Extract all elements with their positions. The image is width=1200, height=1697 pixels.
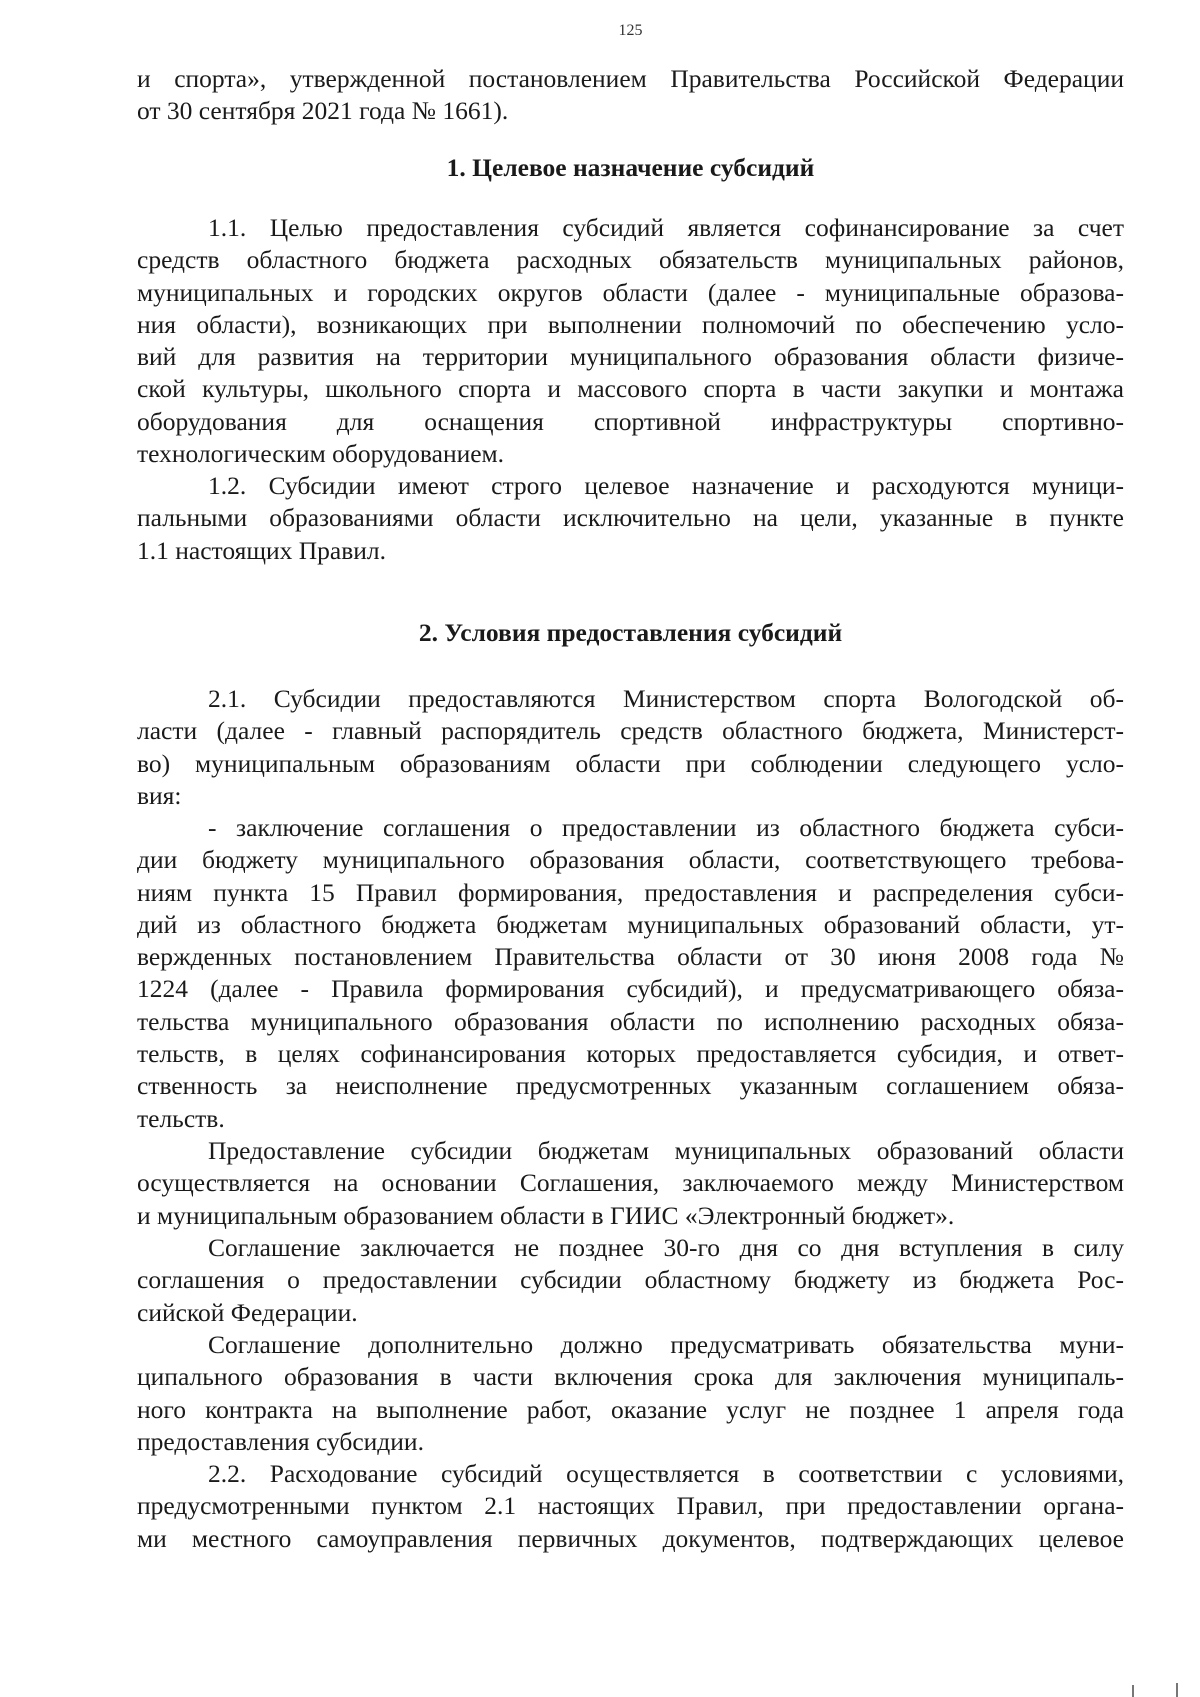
text-line: оборудования для оснащения спортивной инфраструктуры спортивно-	[137, 406, 1124, 436]
text-line: ми местного самоуправления первичных документов, подтверждающих целевое	[137, 1523, 1124, 1553]
text-line: 2.2. Расходование субсидий осуществляется в соответствии с условиями,	[208, 1459, 1124, 1488]
text-line: вия:	[137, 780, 182, 810]
paragraph-1-2	[137, 470, 1124, 567]
text-line: 1.1. Целью предоставления субсидий является софинансирование за счет	[208, 213, 1124, 242]
text-line: ственность за неисполнение предусмотренных указанным соглашением обяза-	[137, 1071, 1124, 1101]
text-line: предусмотренными пунктом 2.1 настоящих Правил, при предоставлении органа-	[137, 1491, 1124, 1521]
text-line: тельства муниципального образования области по исполнению расходных обяза-	[137, 1006, 1124, 1036]
text-line: пальными образованиями области исключительно на цели, указанные в пункте	[137, 503, 1124, 533]
condition-list-item	[137, 812, 1124, 1135]
paragraph-2-1	[137, 683, 1124, 812]
text-line: ласти (далее - главный распорядитель средств областного бюджета, Министерст-	[137, 716, 1124, 746]
text-line: Соглашение заключается не позднее 30-го дня со дня вступления в силу	[208, 1233, 1124, 1262]
text-line: 1224 (далее - Правила формирования субсидий), и предусматривающего обяза-	[137, 974, 1124, 1004]
paragraph-1-1	[137, 212, 1124, 470]
scan-artifact	[1132, 1685, 1134, 1697]
text-line: вержденных постановлением Правительства области от 30 июня 2008 года №	[137, 942, 1124, 972]
scan-artifact	[1176, 1683, 1178, 1697]
text-line: осуществляется на основании Соглашения, заключаемого между Министерством	[137, 1168, 1124, 1198]
text-line: - заключение соглашения о предоставлении из областного бюджета субси-	[208, 813, 1124, 842]
paragraph-deadline	[137, 1232, 1124, 1329]
continuation-paragraph	[137, 63, 1124, 128]
text-line: Соглашение дополнительно должно предусматривать обязательства муни-	[208, 1330, 1124, 1359]
text-line: 1.2. Субсидии имеют строго целевое назначение и расходуются муници-	[208, 471, 1124, 500]
text-line: во) муниципальным образованиям области при соблюдении следующего усло-	[137, 748, 1124, 778]
text-line: ципального образования в части включения срока для заключения муниципаль-	[137, 1362, 1124, 1392]
text-line: 2.1. Субсидии предоставляются Министерством спорта Вологодской об-	[208, 684, 1124, 713]
text-line: и муниципальным образованием области в ГИИС «Электронный бюджет».	[137, 1200, 955, 1230]
text-line: тельств, в целях софинансирования которых предоставляется субсидия, и ответ-	[137, 1039, 1124, 1069]
text-line: тельств.	[137, 1103, 225, 1133]
text-line: вий для развития на территории муниципального образования области физиче-	[137, 342, 1124, 372]
page-number: 125	[618, 22, 643, 39]
text-line: предоставления субсидии.	[137, 1426, 424, 1456]
text-line: технологическим оборудованием.	[137, 439, 505, 469]
text-line: муниципальных и городских округов области (далее - муниципальные образова-	[137, 277, 1124, 307]
text-line: дий из областного бюджета бюджетам муниципальных образований области, ут-	[137, 909, 1124, 939]
section-2-heading: 2. Условия предоставления субсидий	[418, 618, 843, 647]
text-line: ного контракта на выполнение работ, оказание услуг не позднее 1 апреля года	[137, 1394, 1124, 1424]
paragraph-agreement	[137, 1135, 1124, 1232]
text-line: соглашения о предоставлении субсидии областному бюджету из бюджета Рос-	[137, 1265, 1124, 1295]
text-line: ниям пункта 15 Правил формирования, предоставления и распределения субси-	[137, 877, 1124, 907]
text-line: от 30 сентября 2021 года № 1661).	[137, 96, 509, 126]
text-line: дии бюджету муниципального образования области, соответствующего требова-	[137, 845, 1124, 875]
text-line: 1.1 настоящих Правил.	[137, 535, 387, 565]
paragraph-2-2	[137, 1458, 1124, 1555]
text-line: средств областного бюджета расходных обязательств муниципальных районов,	[137, 245, 1124, 275]
paragraph-additional-obligations	[137, 1329, 1124, 1458]
document-page	[137, 0, 1124, 1697]
text-line: Предоставление субсидии бюджетам муниципальных образований области	[208, 1136, 1124, 1165]
text-line: и спорта», утвержденной постановлением Правительства Российской Федерации	[137, 64, 1124, 93]
text-line: ния области), возникающих при выполнении полномочий по обеспечению усло-	[137, 309, 1124, 339]
text-line: ской культуры, школьного спорта и массового спорта в части закупки и монтажа	[137, 374, 1124, 404]
text-line: сийской Федерации.	[137, 1297, 358, 1327]
section-1-heading: 1. Целевое назначение субсидий	[446, 153, 815, 182]
